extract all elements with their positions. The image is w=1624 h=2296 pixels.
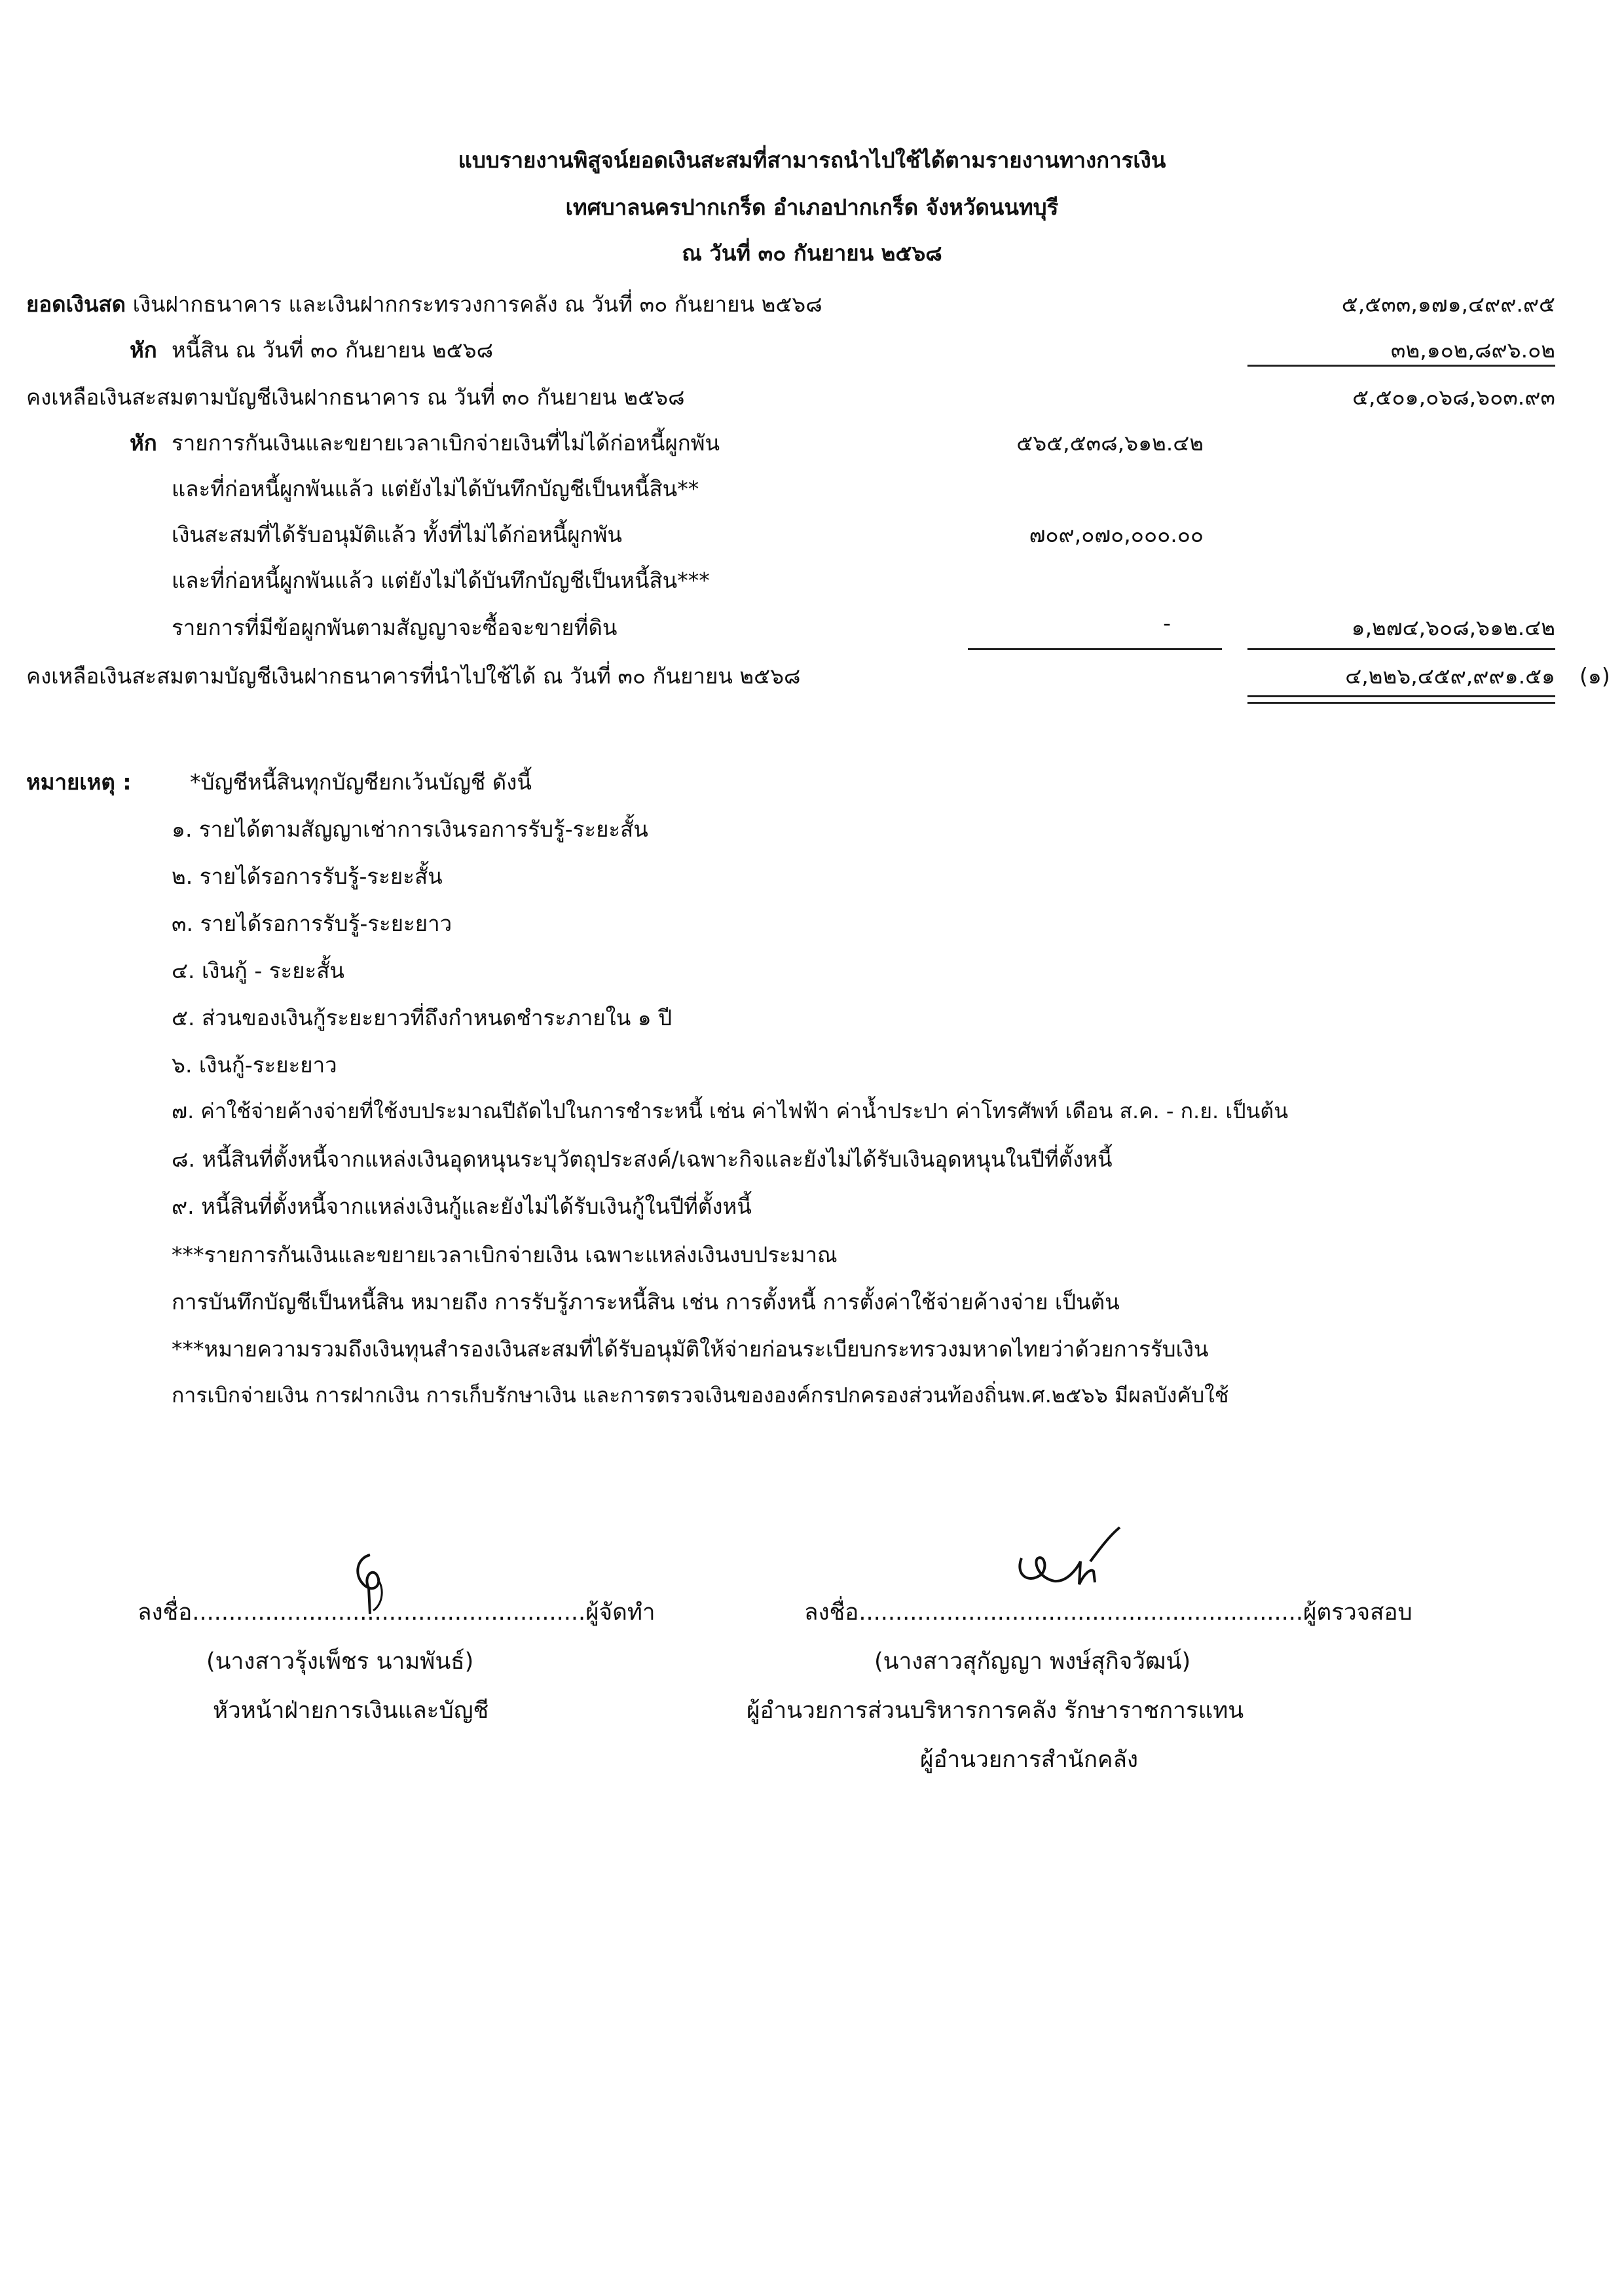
row-cash-label — [26, 287, 822, 321]
row-approved-label-cont: และที่ก่อหนี้ผูกพันแล้ว แต่ยังไม่ได้บันทึกบัญชีเป็นหนี้สิน*** — [172, 568, 710, 593]
report-title: แบบรายงานพิสูจน์ยอดเงินสะสมที่สามารถนำไปใช้ได้ตามรายงานทางการเงิน — [458, 147, 1166, 173]
notes-item: ๓. รายได้รอการรับรู้-ระยะยาว — [172, 911, 452, 936]
row-liabilities-amount: ๓๒,๑๐๒,๘๙๖.๐๒ — [1390, 337, 1555, 363]
row-reserved-amount: ๕๖๕,๕๓๘,๖๑๒.๔๒ — [1016, 430, 1204, 456]
signature-right-position2: ผู้อำนวยการสำนักคลัง — [920, 1747, 1138, 1773]
underline-deductions — [968, 648, 1222, 650]
row-cash-label-bold: ยอดเงินสด — [26, 291, 126, 317]
double-underline-top — [1247, 695, 1555, 697]
double-underline-bottom — [1247, 702, 1555, 704]
organization-title: เทศบาลนครปากเกร็ด อำเภอปากเกร็ด จังหวัดนนทบุรี — [565, 194, 1059, 220]
notes-item: ๗. ค่าใช้จ่ายค้างจ่ายที่ใช้งบประมาณปีถัดไปในการชำระหนี้ เช่น ค่าไฟฟ้า ค่าน้ำประปา ค่าโทรศัพท์ เดือน ส.ค. - ก.ย. เป็นต้น — [172, 1099, 1289, 1123]
notes-extra: การเบิกจ่ายเงิน การฝากเงิน การเก็บรักษาเงิน และการตรวจเงินขององค์กรปกครองส่วนท้องถิ่นพ.ศ.๒๕๖๖ มีผลบังคับใช้ — [172, 1383, 1229, 1408]
notes-item: ๘. หนี้สินที่ตั้งหนี้จากแหล่งเงินอุดหนุนระบุวัตถุประสงค์/เฉพาะกิจและยังไม่ได้รับเงินอุดหนุนในปีที่ตั้งหนี้ — [172, 1146, 1113, 1172]
notes-item: ๒. รายได้รอการรับรู้-ระยะสั้น — [172, 864, 443, 889]
row-available-amount: ๔,๒๒๖,๔๕๙,๙๙๑.๕๑ — [1345, 663, 1555, 689]
notes-item: ๔. เงินกู้ - ระยะสั้น — [172, 958, 344, 983]
row-balance-label: คงเหลือเงินสะสมตามบัญชีเงินฝากธนาคาร ณ วันที่ ๓๐ กันยายน ๒๕๖๘ — [26, 384, 685, 410]
signature-right-position: ผู้อำนวยการส่วนบริหารการคลัง รักษาราชการแทน — [747, 1698, 1244, 1724]
row-available-ref: (๑) — [1579, 663, 1610, 689]
underline-liabilities — [1247, 365, 1555, 367]
row-available-label: คงเหลือเงินสะสมตามบัญชีเงินฝากธนาคารที่นำไปใช้ได้ ณ วันที่ ๓๐ กันยายน ๒๕๖๘ — [26, 663, 801, 689]
underline-deductions-total — [1247, 648, 1555, 650]
row-land-amount: - — [1163, 610, 1171, 636]
notes-intro: *บัญชีหนี้สินทุกบัญชียกเว้นบัญชี ดังนี้ — [190, 769, 532, 795]
notes-extra: ***รายการกันเงินและขยายเวลาเบิกจ่ายเงิน เฉพาะแหล่งเงินงบประมาณ — [172, 1242, 838, 1267]
deduct-label-2: หัก — [130, 430, 157, 456]
signature-left-line: ลงชื่อ......................................................ผู้จัดทำ — [138, 1599, 655, 1626]
notes-item: ๑. รายได้ตามสัญญาเช่าการเงินรอการรับรู้-ระยะสั้น — [172, 816, 648, 842]
report-date: ณ วันที่ ๓๐ กันยายน ๒๕๖๘ — [682, 240, 942, 266]
row-balance-amount: ๕,๕๐๑,๐๖๘,๖๐๓.๙๓ — [1352, 384, 1555, 410]
row-deductions-total: ๑,๒๗๔,๖๐๘,๖๑๒.๔๒ — [1351, 615, 1555, 640]
row-cash-amount: ๕,๕๓๓,๑๗๑,๔๙๙.๙๕ — [1341, 291, 1555, 317]
row-land-label: รายการที่มีข้อผูกพันตามสัญญาจะซื้อจะขายที่ดิน — [172, 615, 618, 640]
row-approved-label: เงินสะสมที่ได้รับอนุมัติแล้ว ทั้งที่ไม่ได้ก่อหนี้ผูกพัน — [172, 522, 622, 547]
signature-right-line: ลงชื่อ.............................................................ผู้ตรวจสอบ — [804, 1599, 1412, 1626]
row-approved-amount: ๗๐๙,๐๗๐,๐๐๐.๐๐ — [1029, 522, 1204, 547]
signature-right-name: (นางสาวสุกัญญา พงษ์สุกิจวัฒน์) — [874, 1649, 1191, 1675]
row-liabilities-label: หนี้สิน ณ วันที่ ๓๐ กันยายน ๒๕๖๘ — [172, 337, 494, 363]
row-reserved-label: รายการกันเงินและขยายเวลาเบิกจ่ายเงินที่ไม่ได้ก่อหนี้ผูกพัน — [172, 430, 720, 456]
row-reserved-label-cont: และที่ก่อหนี้ผูกพันแล้ว แต่ยังไม่ได้บันทึกบัญชีเป็นหนี้สิน** — [172, 476, 699, 501]
deduct-label: หัก — [130, 337, 157, 363]
notes-heading: หมายเหตุ : — [26, 769, 132, 795]
notes-extra: ***หมายความรวมถึงเงินทุนสำรองเงินสะสมที่ได้รับอนุมัติให้จ่ายก่อนระเบียบกระทรวงมหาดไทยว่าด้วยการรับเงิน — [172, 1336, 1209, 1362]
notes-item: ๕. ส่วนของเงินกู้ระยะยาวที่ถึงกำหนดชำระภายใน ๑ ปี — [172, 1005, 673, 1030]
notes-item: ๙. หนี้สินที่ตั้งหนี้จากแหล่งเงินกู้และยังไม่ได้รับเงินกู้ในปีที่ตั้งหนี้ — [172, 1194, 752, 1219]
row-cash-label-rest: เงินฝากธนาคาร และเงินฝากกระทรวงการคลัง ณ วันที่ ๓๐ กันยายน ๒๕๖๘ — [126, 291, 822, 317]
signature-left-position: หัวหน้าฝ่ายการเงินและบัญชี — [213, 1698, 489, 1724]
notes-item: ๖. เงินกู้-ระยะยาว — [172, 1052, 337, 1078]
notes-extra: การบันทึกบัญชีเป็นหนี้สิน หมายถึง การรับรู้ภาระหนี้สิน เช่น การตั้งหนี้ การตั้งค่าใช้จ่ายค้างจ่าย เป็นต้น — [172, 1289, 1120, 1315]
signature-left-name: (นางสาวรุ้งเพ็ชร นามพันธ์) — [206, 1649, 474, 1675]
